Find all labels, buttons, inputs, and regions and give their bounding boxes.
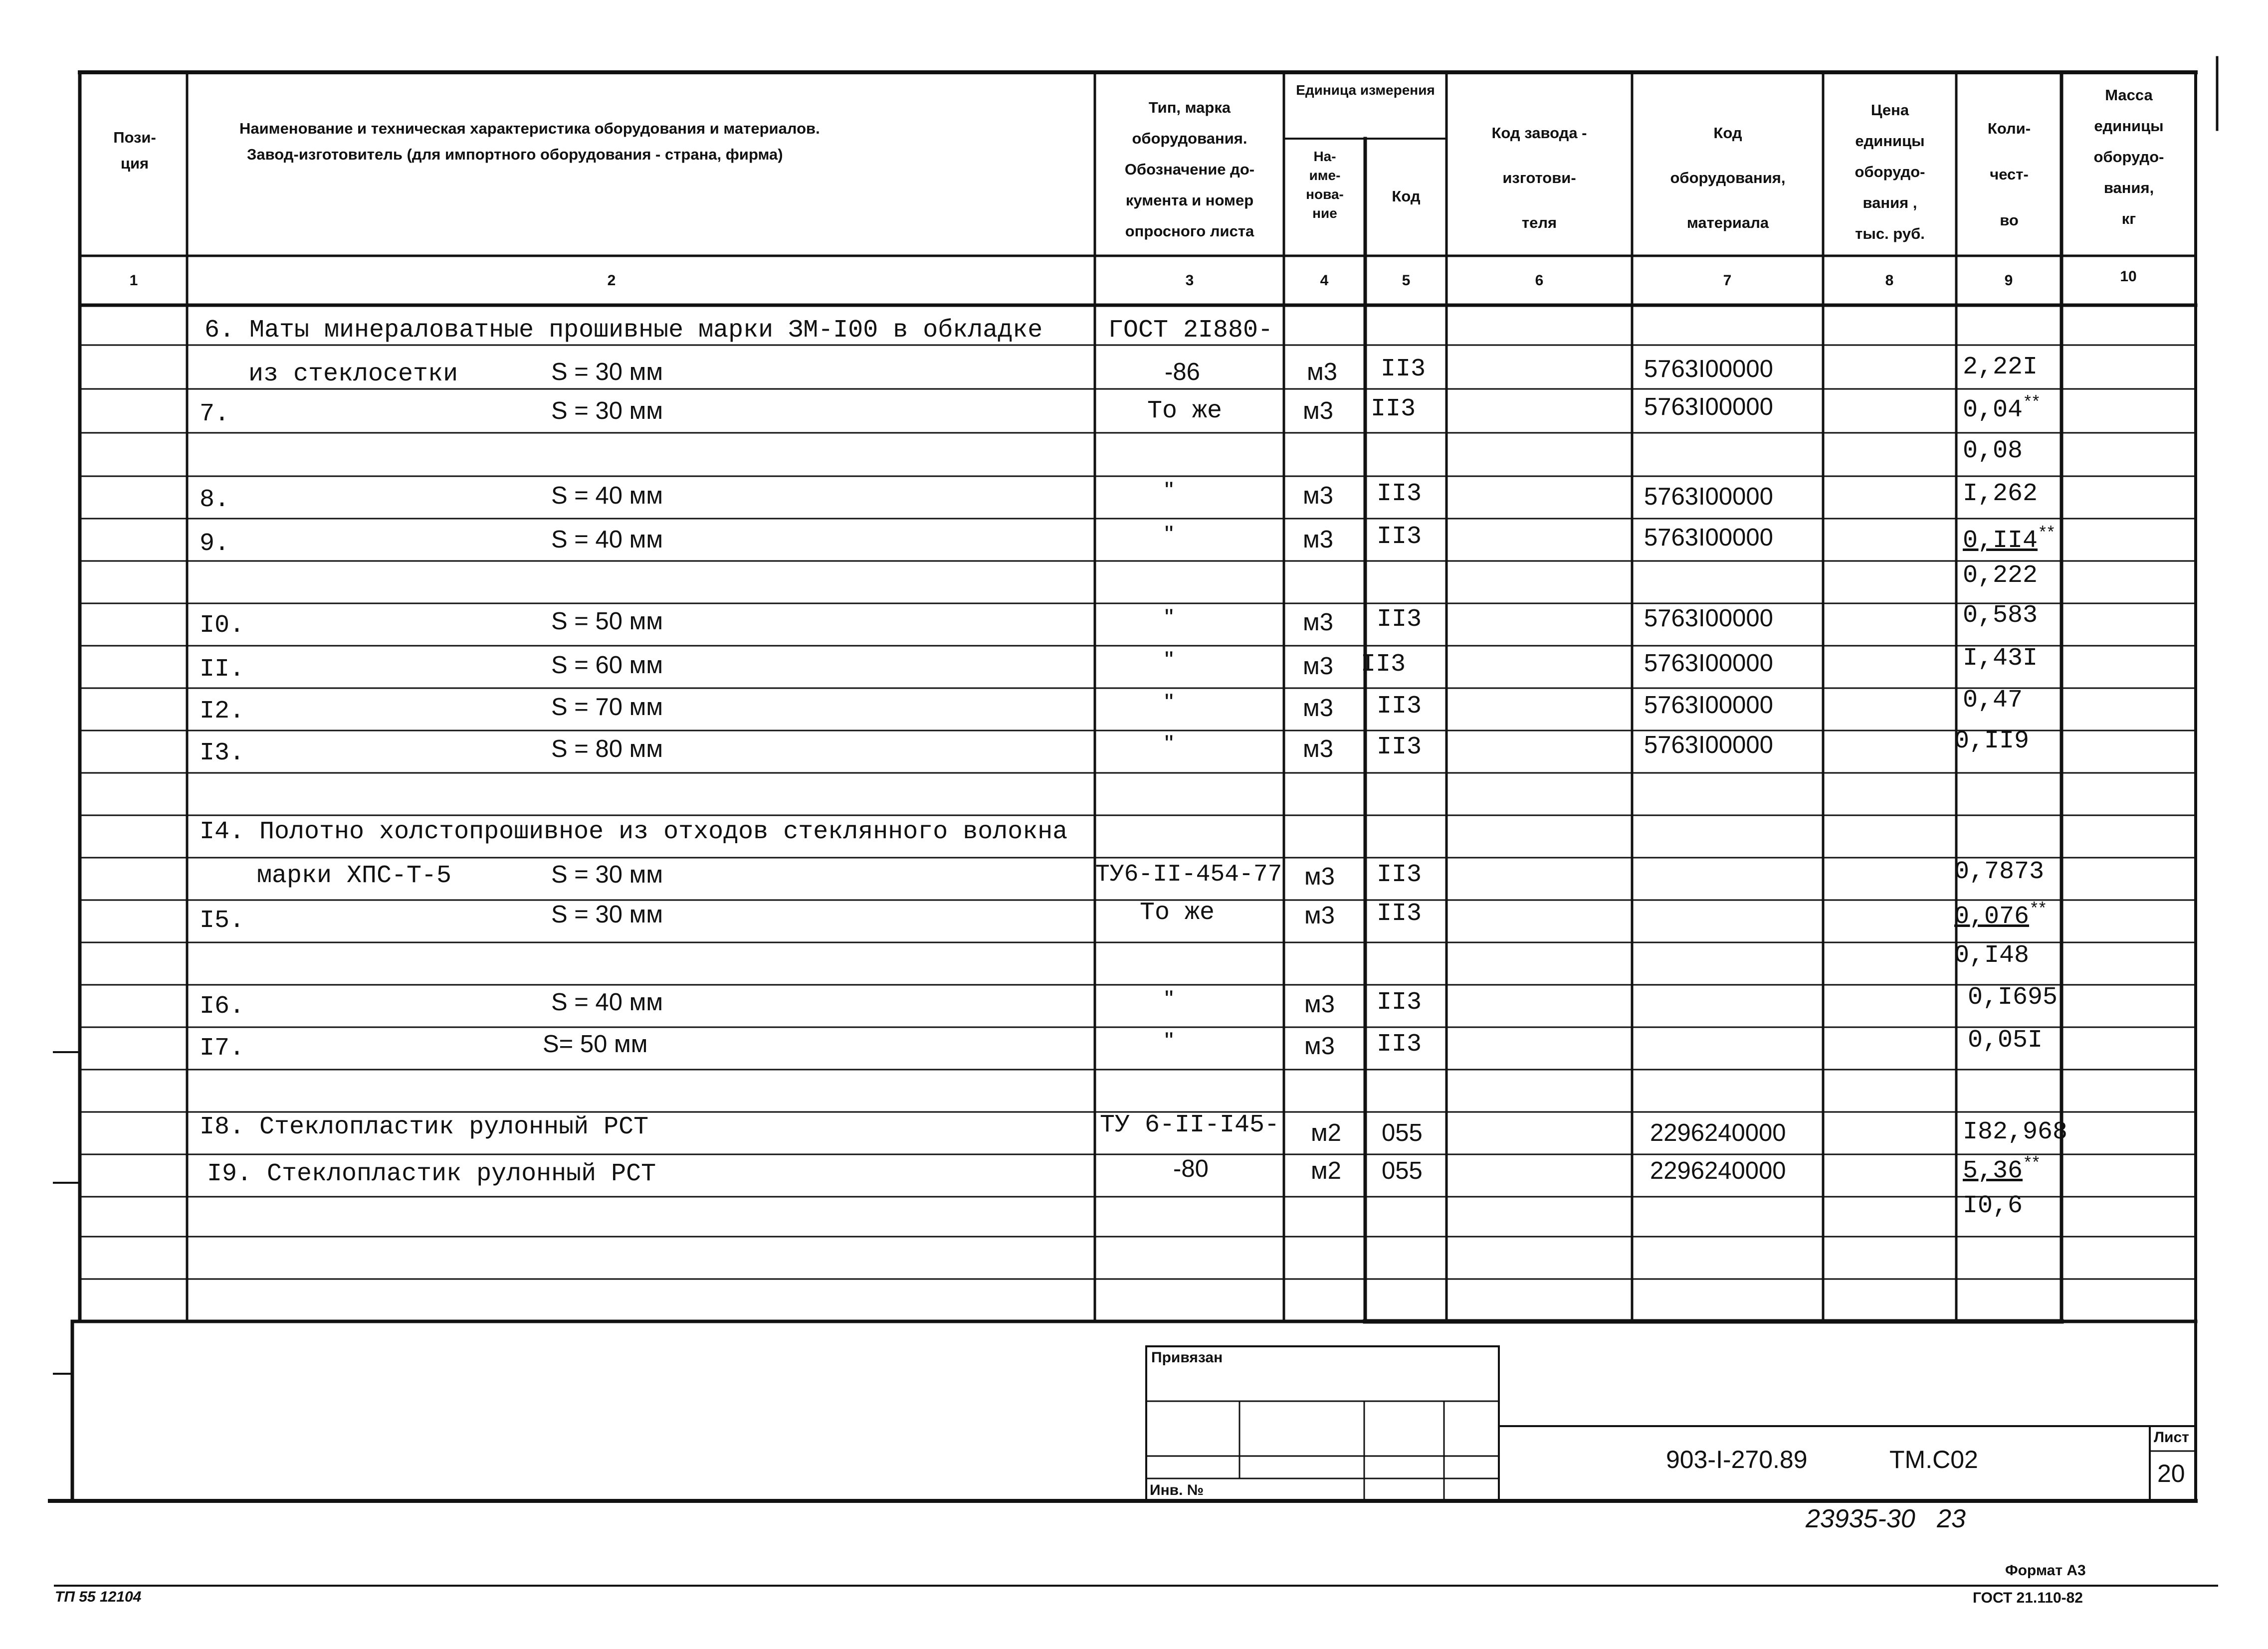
header-price-line: тыс. руб.	[1855, 225, 1925, 242]
column-number: 3	[1185, 272, 1194, 289]
header-maker-code	[1449, 111, 1630, 245]
item-quantity-value: 5,36	[1963, 1157, 2023, 1185]
item-document: "	[1165, 689, 1174, 716]
item-quantity: 0,I695	[1968, 983, 2058, 1012]
item-thickness: S = 30 мм	[551, 901, 663, 928]
item-name: I7.	[200, 1034, 245, 1063]
item-name: из стеклосетки	[248, 360, 458, 388]
item-unit-code: 055	[1382, 1157, 1423, 1184]
item-document: "	[1165, 986, 1174, 1013]
standard-label: ГОСТ 21.110-82	[1973, 1590, 2083, 1606]
item-name: 9.	[200, 530, 230, 558]
format-label: Формат А3	[2005, 1562, 2086, 1579]
header-quantity-line: Коли-	[1987, 120, 2031, 137]
item-name: I2.	[200, 697, 245, 726]
item-thickness: S = 80 мм	[551, 735, 663, 762]
header-mass-line: оборудо-	[2093, 148, 2164, 166]
header-mass-line: единицы	[2094, 117, 2164, 135]
item-unit: м3	[1304, 991, 1335, 1018]
item-quantity: 0,222	[1963, 561, 2038, 590]
item-unit-code: II3	[1377, 480, 1422, 508]
header-type-line: оборудования.	[1132, 130, 1247, 147]
item-name: 6. Маты минераловатные прошивные марки ЗМ-I00 в обкладке	[205, 316, 1043, 345]
item-unit: м3	[1303, 482, 1333, 509]
item-quantity-value: 0,076	[1954, 903, 2030, 931]
item-unit-code: II3	[1377, 861, 1422, 889]
item-unit: м3	[1307, 359, 1337, 385]
item-quantity	[1963, 526, 2054, 553]
header-position-line: Пози-	[113, 129, 156, 146]
item-equipment-code: 5763I00000	[1644, 524, 1773, 551]
item-quantity: 0,II9	[1954, 727, 2030, 755]
header-quantity-line: во	[2000, 211, 2019, 229]
document-code: ТМ.С02	[1889, 1446, 1978, 1473]
item-quantity: 0,7873	[1954, 858, 2045, 886]
item-unit-code: II3	[1381, 355, 1426, 383]
sheet-label: Лист	[2154, 1429, 2189, 1446]
item-unit-code: II3	[1377, 900, 1422, 928]
header-type	[1097, 92, 1282, 247]
column-number: 6	[1535, 272, 1544, 289]
item-unit-code: II3	[1377, 1030, 1422, 1059]
header-unit-code: Код	[1392, 187, 1421, 205]
item-unit-code: II3	[1377, 605, 1422, 634]
item-quantity: I,43I	[1963, 644, 2038, 673]
header-maker-code-line: теля	[1521, 214, 1557, 231]
header-unit-name-line: На-	[1313, 149, 1336, 164]
item-unit: м3	[1303, 695, 1333, 722]
sheet-number: 20	[2157, 1460, 2185, 1487]
header-name-line: Завод-изготовитель (для импортного оборудования - страна, фирма)	[247, 146, 783, 163]
item-unit-code: II3	[1361, 650, 1406, 679]
column-number: 9	[2004, 272, 2013, 289]
item-name: I3.	[200, 739, 245, 767]
bound-label: Привязан	[1151, 1349, 1223, 1366]
item-equipment-code: 5763I00000	[1644, 732, 1773, 758]
item-equipment-code: 5763I00000	[1644, 356, 1773, 382]
item-unit: м3	[1303, 609, 1333, 636]
item-name: марки ХПС-Т-5	[257, 862, 452, 890]
header-name	[209, 116, 1077, 168]
item-quantity	[1963, 395, 2039, 423]
item-document: "	[1165, 647, 1174, 674]
item-unit: м3	[1303, 526, 1333, 553]
item-quantity: I0,6	[1963, 1192, 2023, 1220]
item-unit-code: II3	[1377, 692, 1422, 721]
item-quantity: 0,I48	[1954, 941, 2030, 970]
item-thickness: S = 40 мм	[551, 482, 663, 509]
item-unit: м3	[1303, 653, 1333, 680]
header-unit-name-line: нова-	[1306, 186, 1344, 202]
item-unit-code: II3	[1377, 523, 1422, 551]
item-unit-code: II3	[1371, 395, 1416, 423]
item-thickness: S = 70 мм	[551, 694, 663, 721]
header-mass-line: Масса	[2105, 86, 2153, 104]
item-quantity	[1954, 902, 2046, 929]
header-quantity	[1958, 106, 2060, 243]
header-quantity-line: чест-	[1990, 166, 2029, 183]
header-equipment-code	[1635, 111, 1821, 245]
item-quantity-value: 0,04	[1963, 396, 2023, 424]
document-number: 903-I-270.89	[1666, 1446, 1808, 1473]
item-thickness: S = 30 мм	[551, 861, 663, 888]
header-price-line: оборудо-	[1855, 163, 1925, 181]
item-name: 8.	[200, 486, 230, 514]
header-maker-code-line: изготови-	[1502, 169, 1576, 186]
item-name: II.	[200, 655, 245, 684]
header-position	[100, 125, 170, 177]
item-equipment-code: 5763I00000	[1644, 692, 1773, 719]
item-name: I8. Стеклопластик рулонный РСТ	[200, 1113, 649, 1141]
header-mass-line: кг	[2121, 210, 2136, 227]
item-quantity: 0,583	[1963, 601, 2038, 630]
item-document: "	[1165, 521, 1174, 548]
footnote-mark: **	[2023, 1155, 2039, 1174]
item-document: То же	[1140, 899, 1215, 927]
header-price-line: вания ,	[1862, 194, 1917, 211]
item-document: "	[1165, 604, 1174, 631]
column-number: 10	[2120, 268, 2137, 285]
item-name: I0.	[200, 611, 245, 640]
item-unit-code: II3	[1377, 733, 1422, 761]
item-equipment-code: 5763I00000	[1644, 605, 1773, 632]
item-thickness: S = 40 мм	[551, 989, 663, 1016]
item-document: -86	[1165, 359, 1200, 385]
header-price-line: единицы	[1855, 132, 1925, 150]
header-mass	[2063, 80, 2194, 234]
header-unit-name-line: име-	[1309, 168, 1341, 183]
item-unit: м3	[1304, 863, 1335, 890]
column-number: 1	[129, 272, 138, 289]
item-unit: м3	[1304, 902, 1335, 929]
item-thickness: S = 50 мм	[551, 608, 663, 635]
item-thickness: S = 30 мм	[551, 359, 663, 385]
column-number: 5	[1402, 272, 1411, 289]
header-type-line: Обозначение до-	[1124, 161, 1255, 178]
footnote-mark: **	[2023, 394, 2039, 413]
header-position-line: ция	[120, 155, 149, 172]
item-name: I4. Полотно холстопрошивное из отходов стеклянного волокна	[200, 818, 1068, 846]
header-name-line: Наименование и техническая характеристика оборудования и материалов.	[239, 120, 820, 137]
item-equipment-code: 5763I00000	[1644, 650, 1773, 677]
item-equipment-code: 5763I00000	[1644, 483, 1773, 510]
header-unit-group: Единица измерения	[1296, 82, 1435, 98]
item-document: "	[1165, 1028, 1174, 1055]
item-unit: м2	[1311, 1157, 1341, 1184]
item-equipment-code: 2296240000	[1650, 1157, 1786, 1184]
header-equipment-code-line: оборудования,	[1670, 169, 1786, 186]
header-unit-name-line: ние	[1312, 205, 1337, 221]
footnote-mark: **	[2038, 525, 2054, 544]
item-document: "	[1165, 731, 1174, 757]
item-thickness: S = 60 мм	[551, 652, 663, 679]
item-quantity-value: 0,II4	[1963, 527, 2038, 555]
header-type-line: кумента и номер	[1125, 191, 1254, 209]
item-thickness: S = 40 мм	[551, 526, 663, 553]
item-unit: м3	[1303, 735, 1333, 762]
item-quantity	[1963, 1156, 2039, 1184]
handwritten-note: 23935-30 23	[1806, 1504, 1966, 1533]
header-equipment-code-line: Код	[1713, 124, 1742, 142]
column-number: 4	[1320, 272, 1329, 289]
item-document: То же	[1147, 397, 1223, 425]
item-document: ТУ 6-II-I45-	[1100, 1111, 1280, 1139]
item-unit-code: 055	[1382, 1119, 1423, 1146]
item-thickness: S= 50 мм	[543, 1031, 648, 1058]
item-equipment-code: 5763I00000	[1644, 393, 1773, 420]
header-price	[1826, 95, 1954, 249]
item-unit: м2	[1311, 1119, 1341, 1146]
item-unit-code: II3	[1377, 988, 1422, 1017]
item-document: -80	[1173, 1155, 1209, 1182]
item-document: ГОСТ 2I880-	[1108, 316, 1273, 345]
header-unit-name	[1286, 147, 1364, 223]
item-equipment-code: 2296240000	[1650, 1119, 1786, 1146]
header-type-line: Тип, марка	[1148, 99, 1231, 116]
item-quantity: 2,22I	[1963, 353, 2038, 381]
item-quantity: 0,47	[1963, 686, 2023, 715]
item-quantity: 0,05I	[1968, 1026, 2043, 1055]
item-name: I6.	[200, 992, 245, 1021]
item-name: I9. Стеклопластик рулонный РСТ	[207, 1160, 656, 1188]
item-document: "	[1165, 477, 1174, 504]
item-quantity: I82,968	[1963, 1118, 2068, 1146]
left-code: ТП 55 12104	[55, 1589, 142, 1605]
item-name: I5.	[200, 907, 245, 935]
item-unit: м3	[1304, 1033, 1335, 1060]
item-name: 7.	[200, 400, 230, 428]
item-unit: м3	[1303, 397, 1333, 424]
column-number: 2	[607, 272, 616, 289]
item-quantity: I,262	[1963, 480, 2038, 508]
header-maker-code-line: Код завода -	[1491, 124, 1587, 142]
column-number: 7	[1723, 272, 1732, 289]
item-document: ТУ6-II-454-77	[1095, 861, 1282, 888]
inventory-label: Инв. №	[1150, 1482, 1204, 1498]
item-quantity: 0,08	[1963, 437, 2023, 465]
column-number: 8	[1885, 272, 1894, 289]
header-price-line: Цена	[1870, 101, 1909, 119]
header-mass-line: вания,	[2103, 179, 2154, 196]
item-thickness: S = 30 мм	[551, 397, 663, 424]
footnote-mark: **	[2029, 901, 2046, 919]
header-type-line: опросного листа	[1125, 222, 1254, 240]
header-equipment-code-line: материала	[1686, 214, 1769, 231]
